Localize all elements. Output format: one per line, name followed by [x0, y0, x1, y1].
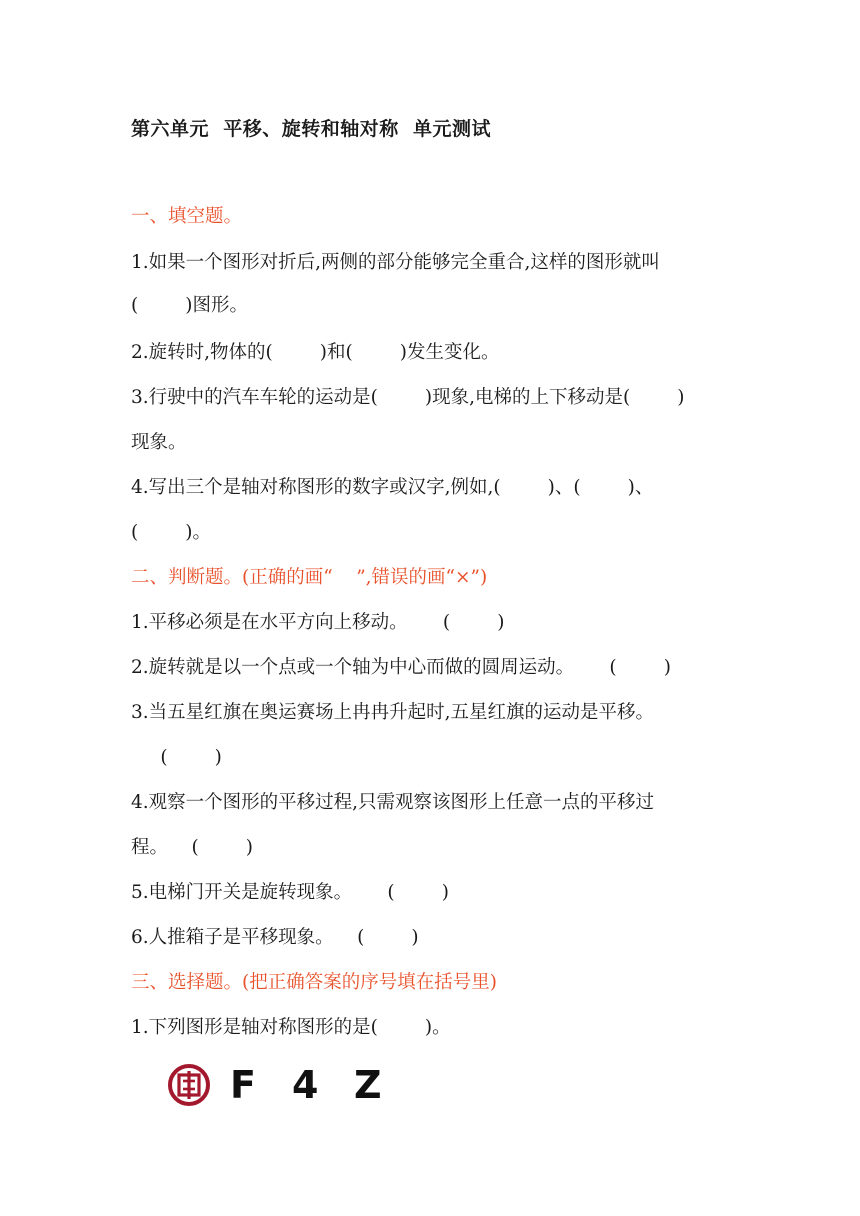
question-text: ( )图形。: [131, 295, 248, 316]
question-text: 5.电梯门开关是旋转现象。 ( ): [131, 882, 449, 903]
section-heading-fill-blank: 一、填空题。: [131, 206, 243, 227]
question-text: 2.旋转时,物体的( )和( )发生变化。: [131, 342, 500, 363]
question-text: 4.观察一个图形的平移过程,只需观察该图形上任意一点的平移过: [131, 792, 655, 813]
page-title: 第六单元 平移、旋转和轴对称 单元测试: [131, 118, 491, 140]
choice-options: [168, 1062, 428, 1108]
question-text: 程。 ( ): [131, 837, 254, 858]
question-text: ( ): [131, 747, 222, 768]
section-heading-true-false: 二、判断题。(正确的画“ ”,错误的画“×”): [131, 567, 488, 588]
question-text: 3.当五星红旗在奥运赛场上冉冉升起时,五星红旗的运动是平移。: [131, 702, 655, 723]
section-heading-multiple-choice: 三、选择题。(把正确答案的序号填在括号里): [131, 972, 497, 993]
option-letter-f: F: [230, 1063, 256, 1107]
question-text: 1.下列图形是轴对称图形的是( )。: [131, 1017, 451, 1038]
question-text: 3.行驶中的汽车车轮的运动是( )现象,电梯的上下移动是( ): [131, 387, 685, 408]
question-text: 现象。: [131, 432, 187, 453]
question-text: 1.平移必须是在水平方向上移动。 ( ): [131, 612, 505, 633]
bank-logo-icon: [168, 1064, 210, 1106]
question-text: ( )。: [131, 522, 211, 543]
question-text: 2.旋转就是以一个点或一个轴为中心而做的圆周运动。 ( ): [131, 657, 671, 678]
question-text: 6.人推箱子是平移现象。 ( ): [131, 927, 419, 948]
question-text: 1.如果一个图形对折后,两侧的部分能够完全重合,这样的图形就叫: [131, 252, 660, 273]
option-letter-z: Z: [354, 1063, 382, 1107]
option-digit-4: 4: [292, 1063, 319, 1107]
question-text: 4.写出三个是轴对称图形的数字或汉字,例如,( )、( )、: [131, 477, 654, 498]
